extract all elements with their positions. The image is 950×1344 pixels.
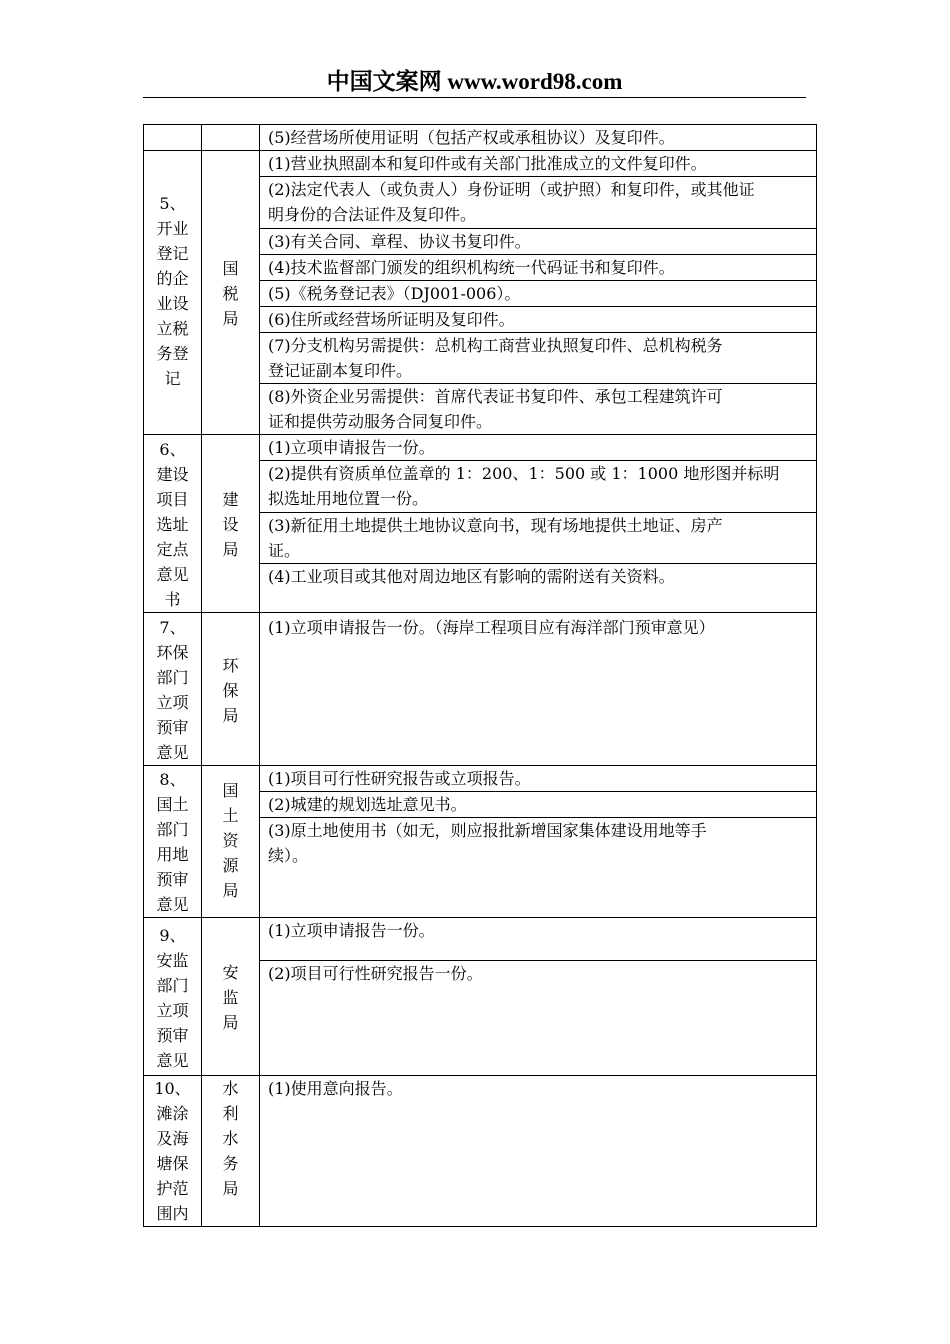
table-row bbox=[144, 435, 817, 613]
table-row bbox=[144, 918, 817, 1076]
requirement-item bbox=[260, 1076, 816, 1101]
dept-text-line: 资 bbox=[222, 831, 239, 850]
dept-cell bbox=[202, 1076, 260, 1227]
requirement-line: (3)新征用土地提供土地协议意向书，现有场地提供土地证、房产 bbox=[268, 516, 723, 535]
dept-text-line: 水 bbox=[222, 1129, 239, 1148]
item-text-line: 部门 bbox=[156, 820, 189, 839]
dept-text-line: 局 bbox=[222, 309, 239, 328]
item-text-line: 的企 bbox=[156, 269, 189, 288]
requirement-line: (8)外资企业另需提供：首席代表证书复印件、承包工程建筑许可 bbox=[268, 387, 723, 406]
item-text-line: 护范 bbox=[156, 1179, 189, 1198]
item-text-line: 9、 bbox=[159, 926, 186, 945]
requirements-table bbox=[143, 124, 817, 1227]
dept-text-line: 监 bbox=[222, 988, 239, 1007]
requirement-item bbox=[260, 766, 816, 791]
dept-text-line: 局 bbox=[222, 540, 239, 559]
item-text-line: 立项 bbox=[156, 1001, 189, 1020]
requirement-line: (2)城建的规划选址意见书。 bbox=[268, 795, 467, 814]
item-text-line: 环保 bbox=[156, 643, 189, 662]
item-text-line: 部门 bbox=[156, 668, 189, 687]
requirement-item bbox=[260, 960, 816, 1075]
dept-text-line: 建 bbox=[222, 490, 239, 509]
dept-text-line: 局 bbox=[222, 1013, 239, 1032]
requirements-cell bbox=[260, 151, 817, 435]
item-cell bbox=[144, 918, 202, 1076]
item-cell bbox=[144, 613, 202, 766]
requirement-item bbox=[260, 228, 816, 254]
dept-text-line: 局 bbox=[222, 705, 239, 725]
requirement-line: (1)立项申请报告一份。 bbox=[268, 438, 435, 457]
item-text-line: 选址 bbox=[156, 515, 189, 534]
dept-cell bbox=[202, 151, 260, 435]
item-text-line: 登记 bbox=[156, 244, 189, 263]
requirement-item bbox=[260, 512, 816, 563]
requirement-item bbox=[260, 383, 816, 434]
requirements-cell bbox=[260, 1076, 817, 1227]
requirement-item bbox=[260, 254, 816, 280]
item-cell bbox=[144, 766, 202, 918]
page-header-title: 中国文案网 www.word98.com bbox=[326, 69, 623, 94]
requirements-cell bbox=[260, 125, 817, 151]
requirement-line: 证。 bbox=[268, 541, 301, 560]
dept-text-line: 保 bbox=[222, 680, 239, 700]
requirement-line: (3)原土地使用书（如无，则应报批新增国家集体建设用地等手 bbox=[268, 821, 707, 840]
dept-text-line: 土 bbox=[222, 806, 239, 825]
requirements-cell bbox=[260, 435, 817, 613]
table-row bbox=[144, 766, 817, 918]
requirement-line: (2)项目可行性研究报告一份。 bbox=[268, 964, 483, 983]
item-text-line: 10、 bbox=[154, 1079, 191, 1098]
dept-text-line: 利 bbox=[222, 1104, 239, 1123]
requirement-line: (1)项目可行性研究报告或立项报告。 bbox=[268, 769, 531, 788]
requirement-item bbox=[260, 306, 816, 332]
item-text-line: 国土 bbox=[156, 795, 189, 814]
dept-text-line: 务 bbox=[222, 1154, 239, 1173]
requirement-line: (4)技术监督部门颁发的组织机构统一代码证书和复印件。 bbox=[268, 258, 675, 277]
item-text-line: 6、 bbox=[159, 440, 186, 459]
table-row bbox=[144, 125, 817, 151]
item-text-line: 塘保 bbox=[156, 1154, 189, 1173]
requirement-item bbox=[260, 280, 816, 306]
requirement-line: (1)营业执照副本和复印件或有关部门批准成立的文件复印件。 bbox=[268, 154, 707, 173]
item-text-line: 业设 bbox=[156, 294, 189, 313]
item-text-line: 用地 bbox=[156, 845, 189, 864]
requirement-line: (1)立项申请报告一份。（海岸工程项目应有海洋部门预审意见） bbox=[268, 618, 715, 637]
table-row bbox=[144, 151, 817, 435]
requirement-item bbox=[260, 151, 816, 176]
dept-cell bbox=[202, 918, 260, 1076]
item-text-line: 及海 bbox=[156, 1129, 189, 1148]
requirement-item bbox=[260, 918, 816, 960]
requirement-item bbox=[260, 435, 816, 460]
requirement-line: (1)使用意向报告。 bbox=[268, 1079, 403, 1098]
item-text-line: 意见 bbox=[156, 1051, 189, 1070]
item-text-line: 建设 bbox=[156, 465, 189, 484]
item-text-line: 立税 bbox=[156, 319, 189, 338]
requirement-line: 拟选址用地位置一份。 bbox=[268, 489, 429, 508]
item-text-line: 5、 bbox=[159, 194, 186, 213]
item-text-line: 8、 bbox=[159, 770, 186, 789]
dept-text-line: 水 bbox=[222, 1079, 239, 1098]
requirement-line: (2)提供有资质单位盖章的 1：200、1：500 或 1：1000 地形图并标明 bbox=[268, 464, 780, 483]
requirement-line: 明身份的合法证件及复印件。 bbox=[268, 205, 477, 224]
requirement-item bbox=[260, 791, 816, 817]
dept-text-line: 国 bbox=[222, 781, 239, 800]
item-text-line: 7、 bbox=[159, 618, 186, 637]
requirement-line: 续）。 bbox=[268, 846, 309, 865]
item-text-line: 意见 bbox=[156, 743, 189, 762]
item-text-line: 开业 bbox=[156, 219, 189, 238]
requirements-cell bbox=[260, 766, 817, 918]
item-text-line: 项目 bbox=[156, 490, 189, 509]
dept-text-line: 设 bbox=[222, 515, 239, 534]
dept-cell bbox=[202, 613, 260, 766]
dept-cell bbox=[202, 435, 260, 613]
item-text-line: 安监 bbox=[156, 951, 189, 970]
item-cell bbox=[144, 125, 202, 151]
requirement-line: (2)法定代表人（或负责人）身份证明（或护照）和复印件，或其他证 bbox=[268, 180, 755, 199]
requirement-line: (6)住所或经营场所证明及复印件。 bbox=[268, 310, 515, 329]
requirement-line: (7)分支机构另需提供：总机构工商营业执照复印件、总机构税务 bbox=[268, 336, 723, 355]
requirement-item bbox=[260, 613, 816, 640]
dept-text-line: 局 bbox=[222, 1179, 239, 1198]
item-text-line: 预审 bbox=[156, 870, 189, 889]
dept-text-line: 税 bbox=[222, 284, 239, 303]
item-cell bbox=[144, 151, 202, 435]
table-row bbox=[144, 613, 817, 766]
dept-text-line: 源 bbox=[222, 856, 239, 875]
item-text-line: 围内 bbox=[156, 1204, 189, 1223]
item-cell bbox=[144, 1076, 202, 1227]
dept-text-line: 环 bbox=[222, 655, 239, 675]
dept-text-line: 国 bbox=[222, 259, 239, 278]
requirement-item bbox=[260, 563, 816, 609]
item-text-line: 书 bbox=[164, 590, 181, 609]
requirement-line: (3)有关合同、章程、协议书复印件。 bbox=[268, 232, 531, 251]
dept-cell bbox=[202, 766, 260, 918]
item-text-line: 滩涂 bbox=[156, 1104, 189, 1123]
requirement-item bbox=[260, 176, 816, 228]
requirement-item bbox=[260, 332, 816, 383]
item-text-line: 记 bbox=[164, 369, 181, 388]
requirement-item bbox=[260, 460, 816, 512]
requirement-line: (4)工业项目或其他对周边地区有影响的需附送有关资料。 bbox=[268, 567, 675, 586]
requirement-line: 登记证副本复印件。 bbox=[268, 361, 413, 380]
table-row bbox=[144, 1076, 817, 1227]
item-text-line: 意见 bbox=[156, 895, 189, 914]
item-text-line: 意见 bbox=[156, 565, 189, 584]
requirement-line: 证和提供劳动服务合同复印件。 bbox=[268, 412, 493, 431]
item-text-line: 预审 bbox=[156, 1026, 189, 1045]
item-text-line: 部门 bbox=[156, 976, 189, 995]
item-text-line: 定点 bbox=[156, 540, 189, 559]
requirement-line: (5)经营场所使用证明（包括产权或承租协议）及复印件。 bbox=[268, 128, 675, 147]
requirements-cell bbox=[260, 918, 817, 1076]
requirement-item bbox=[260, 817, 816, 917]
dept-cell bbox=[202, 125, 260, 151]
dept-text-line: 安 bbox=[222, 963, 239, 982]
item-text-line: 预审 bbox=[156, 718, 189, 737]
header-rule bbox=[143, 97, 806, 98]
requirement-line: (5)《税务登记表》（DJ001-006）。 bbox=[268, 284, 521, 303]
requirements-cell bbox=[260, 613, 817, 766]
requirement-item bbox=[260, 125, 816, 150]
requirement-line: (1)立项申请报告一份。 bbox=[268, 921, 435, 940]
item-text-line: 立项 bbox=[156, 693, 189, 712]
item-cell bbox=[144, 435, 202, 613]
dept-text-line: 局 bbox=[222, 881, 239, 900]
item-text-line: 务登 bbox=[156, 344, 189, 363]
